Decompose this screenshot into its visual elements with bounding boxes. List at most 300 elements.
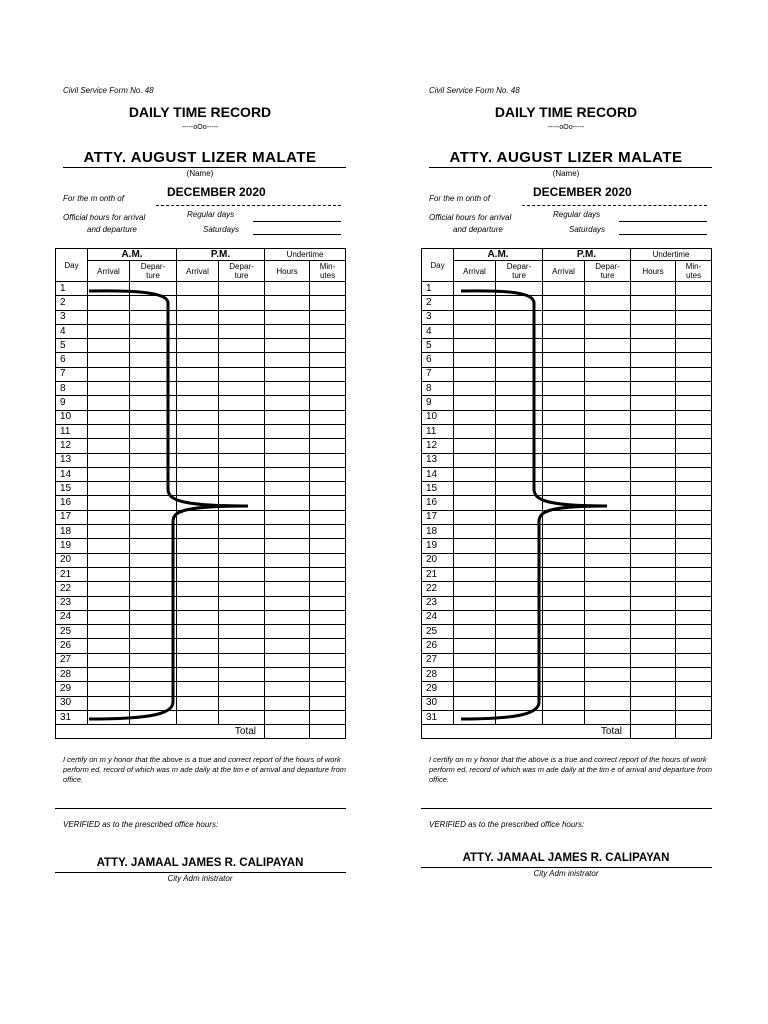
am-departure-cell[interactable]: [130, 668, 177, 682]
pm-departure-cell[interactable]: [585, 539, 631, 553]
am-departure-cell[interactable]: [130, 339, 177, 353]
pm-departure-cell[interactable]: [585, 396, 631, 410]
undertime-minutes-cell[interactable]: [676, 610, 712, 624]
pm-arrival-cell[interactable]: [177, 553, 219, 567]
am-departure-cell[interactable]: [496, 467, 543, 481]
undertime-minutes-cell[interactable]: [676, 696, 712, 710]
pm-departure-cell[interactable]: [585, 324, 631, 338]
undertime-hours-cell[interactable]: [265, 382, 310, 396]
am-departure-cell[interactable]: [496, 353, 543, 367]
undertime-minutes-cell[interactable]: [676, 668, 712, 682]
am-departure-cell[interactable]: [496, 453, 543, 467]
pm-arrival-cell[interactable]: [543, 610, 585, 624]
undertime-hours-cell[interactable]: [631, 396, 676, 410]
am-arrival-cell[interactable]: [88, 353, 130, 367]
pm-departure-cell[interactable]: [219, 525, 265, 539]
undertime-hours-cell[interactable]: [265, 282, 310, 296]
am-departure-cell[interactable]: [130, 453, 177, 467]
am-departure-cell[interactable]: [496, 439, 543, 453]
undertime-minutes-cell[interactable]: [676, 496, 712, 510]
pm-departure-cell[interactable]: [585, 596, 631, 610]
pm-departure-cell[interactable]: [219, 625, 265, 639]
undertime-minutes-cell[interactable]: [310, 339, 346, 353]
pm-arrival-cell[interactable]: [543, 382, 585, 396]
pm-arrival-cell[interactable]: [177, 539, 219, 553]
undertime-minutes-cell[interactable]: [310, 539, 346, 553]
pm-departure-cell[interactable]: [585, 510, 631, 524]
pm-departure-cell[interactable]: [219, 496, 265, 510]
am-arrival-cell[interactable]: [88, 567, 130, 581]
pm-arrival-cell[interactable]: [543, 625, 585, 639]
undertime-hours-cell[interactable]: [631, 467, 676, 481]
undertime-hours-cell[interactable]: [265, 696, 310, 710]
undertime-hours-cell[interactable]: [631, 367, 676, 381]
am-departure-cell[interactable]: [496, 324, 543, 338]
am-departure-cell[interactable]: [496, 553, 543, 567]
pm-arrival-cell[interactable]: [177, 496, 219, 510]
undertime-hours-cell[interactable]: [631, 296, 676, 310]
am-departure-cell[interactable]: [496, 424, 543, 438]
pm-departure-cell[interactable]: [585, 410, 631, 424]
pm-departure-cell[interactable]: [219, 482, 265, 496]
pm-arrival-cell[interactable]: [543, 525, 585, 539]
am-departure-cell[interactable]: [130, 496, 177, 510]
pm-departure-cell[interactable]: [219, 310, 265, 324]
pm-arrival-cell[interactable]: [177, 324, 219, 338]
pm-arrival-cell[interactable]: [543, 410, 585, 424]
pm-departure-cell[interactable]: [219, 596, 265, 610]
am-departure-cell[interactable]: [496, 282, 543, 296]
am-departure-cell[interactable]: [130, 439, 177, 453]
am-departure-cell[interactable]: [130, 525, 177, 539]
undertime-minutes-cell[interactable]: [676, 596, 712, 610]
undertime-minutes-cell[interactable]: [310, 424, 346, 438]
pm-arrival-cell[interactable]: [177, 310, 219, 324]
am-arrival-cell[interactable]: [454, 639, 496, 653]
pm-departure-cell[interactable]: [585, 696, 631, 710]
am-arrival-cell[interactable]: [454, 696, 496, 710]
undertime-minutes-cell[interactable]: [310, 596, 346, 610]
pm-arrival-cell[interactable]: [177, 339, 219, 353]
am-arrival-cell[interactable]: [88, 682, 130, 696]
pm-arrival-cell[interactable]: [543, 282, 585, 296]
am-departure-cell[interactable]: [496, 596, 543, 610]
pm-departure-cell[interactable]: [585, 582, 631, 596]
pm-departure-cell[interactable]: [585, 453, 631, 467]
undertime-hours-cell[interactable]: [265, 668, 310, 682]
am-departure-cell[interactable]: [496, 682, 543, 696]
undertime-minutes-cell[interactable]: [676, 367, 712, 381]
pm-arrival-cell[interactable]: [543, 296, 585, 310]
am-arrival-cell[interactable]: [454, 339, 496, 353]
am-departure-cell[interactable]: [130, 510, 177, 524]
am-arrival-cell[interactable]: [454, 353, 496, 367]
pm-departure-cell[interactable]: [585, 710, 631, 724]
pm-departure-cell[interactable]: [219, 282, 265, 296]
am-arrival-cell[interactable]: [88, 525, 130, 539]
pm-arrival-cell[interactable]: [543, 639, 585, 653]
undertime-hours-cell[interactable]: [265, 610, 310, 624]
am-departure-cell[interactable]: [496, 496, 543, 510]
am-departure-cell[interactable]: [130, 324, 177, 338]
am-departure-cell[interactable]: [130, 653, 177, 667]
undertime-minutes-cell[interactable]: [310, 510, 346, 524]
pm-departure-cell[interactable]: [219, 424, 265, 438]
undertime-hours-cell[interactable]: [631, 282, 676, 296]
pm-arrival-cell[interactable]: [543, 653, 585, 667]
am-departure-cell[interactable]: [496, 710, 543, 724]
undertime-hours-cell[interactable]: [631, 582, 676, 596]
undertime-hours-cell[interactable]: [631, 653, 676, 667]
am-arrival-cell[interactable]: [454, 410, 496, 424]
undertime-minutes-cell[interactable]: [676, 353, 712, 367]
pm-arrival-cell[interactable]: [543, 482, 585, 496]
am-departure-cell[interactable]: [130, 696, 177, 710]
undertime-hours-cell[interactable]: [631, 668, 676, 682]
undertime-minutes-cell[interactable]: [310, 410, 346, 424]
am-departure-cell[interactable]: [130, 282, 177, 296]
pm-departure-cell[interactable]: [219, 453, 265, 467]
pm-arrival-cell[interactable]: [543, 596, 585, 610]
pm-arrival-cell[interactable]: [543, 582, 585, 596]
pm-departure-cell[interactable]: [585, 339, 631, 353]
am-departure-cell[interactable]: [496, 382, 543, 396]
undertime-minutes-cell[interactable]: [310, 567, 346, 581]
undertime-hours-cell[interactable]: [265, 482, 310, 496]
pm-departure-cell[interactable]: [219, 296, 265, 310]
am-arrival-cell[interactable]: [88, 396, 130, 410]
pm-arrival-cell[interactable]: [177, 396, 219, 410]
pm-departure-cell[interactable]: [219, 582, 265, 596]
am-arrival-cell[interactable]: [88, 582, 130, 596]
pm-arrival-cell[interactable]: [543, 367, 585, 381]
am-arrival-cell[interactable]: [454, 567, 496, 581]
pm-departure-cell[interactable]: [585, 296, 631, 310]
undertime-hours-cell[interactable]: [265, 453, 310, 467]
pm-departure-cell[interactable]: [585, 367, 631, 381]
am-arrival-cell[interactable]: [88, 510, 130, 524]
pm-departure-cell[interactable]: [585, 553, 631, 567]
undertime-minutes-cell[interactable]: [310, 639, 346, 653]
am-arrival-cell[interactable]: [88, 382, 130, 396]
am-arrival-cell[interactable]: [454, 710, 496, 724]
am-arrival-cell[interactable]: [88, 482, 130, 496]
undertime-minutes-cell[interactable]: [676, 339, 712, 353]
am-arrival-cell[interactable]: [454, 553, 496, 567]
am-arrival-cell[interactable]: [454, 382, 496, 396]
am-arrival-cell[interactable]: [454, 653, 496, 667]
am-arrival-cell[interactable]: [88, 610, 130, 624]
undertime-minutes-cell[interactable]: [676, 682, 712, 696]
pm-arrival-cell[interactable]: [177, 439, 219, 453]
undertime-minutes-cell[interactable]: [676, 710, 712, 724]
am-departure-cell[interactable]: [496, 525, 543, 539]
undertime-hours-cell[interactable]: [631, 382, 676, 396]
undertime-minutes-cell[interactable]: [310, 496, 346, 510]
am-arrival-cell[interactable]: [88, 439, 130, 453]
am-departure-cell[interactable]: [496, 696, 543, 710]
pm-departure-cell[interactable]: [585, 567, 631, 581]
am-departure-cell[interactable]: [496, 410, 543, 424]
am-arrival-cell[interactable]: [88, 639, 130, 653]
undertime-minutes-cell[interactable]: [676, 324, 712, 338]
pm-arrival-cell[interactable]: [543, 682, 585, 696]
undertime-minutes-cell[interactable]: [310, 610, 346, 624]
undertime-minutes-cell[interactable]: [310, 396, 346, 410]
pm-arrival-cell[interactable]: [177, 610, 219, 624]
undertime-minutes-cell[interactable]: [310, 296, 346, 310]
am-departure-cell[interactable]: [130, 367, 177, 381]
undertime-hours-cell[interactable]: [265, 439, 310, 453]
undertime-hours-cell[interactable]: [631, 453, 676, 467]
am-arrival-cell[interactable]: [88, 296, 130, 310]
undertime-hours-cell[interactable]: [631, 339, 676, 353]
am-arrival-cell[interactable]: [88, 339, 130, 353]
undertime-hours-cell[interactable]: [265, 625, 310, 639]
undertime-minutes-cell[interactable]: [310, 453, 346, 467]
am-departure-cell[interactable]: [496, 367, 543, 381]
pm-departure-cell[interactable]: [219, 439, 265, 453]
am-departure-cell[interactable]: [130, 353, 177, 367]
pm-arrival-cell[interactable]: [543, 467, 585, 481]
undertime-hours-cell[interactable]: [265, 582, 310, 596]
undertime-minutes-cell[interactable]: [676, 439, 712, 453]
pm-departure-cell[interactable]: [585, 525, 631, 539]
am-departure-cell[interactable]: [496, 668, 543, 682]
am-arrival-cell[interactable]: [88, 282, 130, 296]
undertime-minutes-cell[interactable]: [310, 353, 346, 367]
undertime-minutes-cell[interactable]: [310, 439, 346, 453]
pm-departure-cell[interactable]: [219, 353, 265, 367]
am-arrival-cell[interactable]: [454, 610, 496, 624]
pm-arrival-cell[interactable]: [177, 282, 219, 296]
pm-arrival-cell[interactable]: [543, 668, 585, 682]
pm-departure-cell[interactable]: [585, 482, 631, 496]
undertime-hours-cell[interactable]: [631, 439, 676, 453]
am-departure-cell[interactable]: [496, 653, 543, 667]
undertime-hours-cell[interactable]: [265, 396, 310, 410]
pm-departure-cell[interactable]: [585, 310, 631, 324]
undertime-hours-cell[interactable]: [265, 353, 310, 367]
undertime-minutes-cell[interactable]: [310, 525, 346, 539]
am-arrival-cell[interactable]: [454, 310, 496, 324]
undertime-hours-cell[interactable]: [265, 496, 310, 510]
undertime-minutes-cell[interactable]: [310, 710, 346, 724]
am-departure-cell[interactable]: [496, 539, 543, 553]
pm-departure-cell[interactable]: [219, 668, 265, 682]
pm-arrival-cell[interactable]: [177, 639, 219, 653]
undertime-minutes-cell[interactable]: [676, 467, 712, 481]
pm-arrival-cell[interactable]: [177, 582, 219, 596]
pm-departure-cell[interactable]: [219, 324, 265, 338]
pm-departure-cell[interactable]: [219, 539, 265, 553]
pm-departure-cell[interactable]: [585, 439, 631, 453]
pm-departure-cell[interactable]: [585, 496, 631, 510]
am-arrival-cell[interactable]: [454, 596, 496, 610]
undertime-minutes-cell[interactable]: [310, 582, 346, 596]
pm-arrival-cell[interactable]: [177, 467, 219, 481]
pm-arrival-cell[interactable]: [177, 668, 219, 682]
pm-departure-cell[interactable]: [219, 382, 265, 396]
undertime-minutes-cell[interactable]: [310, 668, 346, 682]
undertime-minutes-cell[interactable]: [676, 382, 712, 396]
am-departure-cell[interactable]: [496, 610, 543, 624]
pm-departure-cell[interactable]: [219, 653, 265, 667]
undertime-hours-cell[interactable]: [265, 310, 310, 324]
am-departure-cell[interactable]: [496, 310, 543, 324]
pm-departure-cell[interactable]: [219, 510, 265, 524]
undertime-hours-cell[interactable]: [631, 639, 676, 653]
undertime-hours-cell[interactable]: [265, 410, 310, 424]
am-arrival-cell[interactable]: [88, 310, 130, 324]
undertime-minutes-cell[interactable]: [676, 296, 712, 310]
pm-arrival-cell[interactable]: [543, 539, 585, 553]
pm-arrival-cell[interactable]: [543, 424, 585, 438]
am-departure-cell[interactable]: [496, 296, 543, 310]
pm-departure-cell[interactable]: [585, 382, 631, 396]
undertime-hours-cell[interactable]: [265, 424, 310, 438]
undertime-hours-cell[interactable]: [631, 553, 676, 567]
am-arrival-cell[interactable]: [88, 539, 130, 553]
pm-departure-cell[interactable]: [585, 353, 631, 367]
pm-departure-cell[interactable]: [585, 625, 631, 639]
undertime-minutes-cell[interactable]: [676, 525, 712, 539]
undertime-minutes-cell[interactable]: [676, 639, 712, 653]
am-arrival-cell[interactable]: [454, 439, 496, 453]
am-departure-cell[interactable]: [130, 639, 177, 653]
pm-arrival-cell[interactable]: [543, 396, 585, 410]
undertime-minutes-cell[interactable]: [310, 282, 346, 296]
pm-arrival-cell[interactable]: [543, 496, 585, 510]
pm-arrival-cell[interactable]: [177, 596, 219, 610]
undertime-minutes-cell[interactable]: [676, 310, 712, 324]
pm-arrival-cell[interactable]: [177, 382, 219, 396]
undertime-hours-cell[interactable]: [631, 625, 676, 639]
undertime-minutes-cell[interactable]: [310, 310, 346, 324]
pm-departure-cell[interactable]: [219, 696, 265, 710]
am-departure-cell[interactable]: [130, 610, 177, 624]
pm-departure-cell[interactable]: [585, 653, 631, 667]
pm-departure-cell[interactable]: [585, 610, 631, 624]
pm-arrival-cell[interactable]: [177, 424, 219, 438]
am-arrival-cell[interactable]: [88, 710, 130, 724]
pm-arrival-cell[interactable]: [543, 710, 585, 724]
pm-departure-cell[interactable]: [219, 639, 265, 653]
undertime-hours-cell[interactable]: [265, 367, 310, 381]
pm-arrival-cell[interactable]: [177, 367, 219, 381]
am-arrival-cell[interactable]: [454, 424, 496, 438]
undertime-hours-cell[interactable]: [265, 682, 310, 696]
am-departure-cell[interactable]: [496, 567, 543, 581]
am-arrival-cell[interactable]: [88, 367, 130, 381]
am-departure-cell[interactable]: [496, 639, 543, 653]
pm-arrival-cell[interactable]: [177, 410, 219, 424]
pm-departure-cell[interactable]: [219, 682, 265, 696]
pm-departure-cell[interactable]: [585, 682, 631, 696]
am-departure-cell[interactable]: [130, 424, 177, 438]
undertime-hours-cell[interactable]: [631, 324, 676, 338]
am-arrival-cell[interactable]: [88, 696, 130, 710]
undertime-hours-cell[interactable]: [631, 510, 676, 524]
am-arrival-cell[interactable]: [454, 539, 496, 553]
undertime-hours-cell[interactable]: [265, 467, 310, 481]
pm-departure-cell[interactable]: [219, 339, 265, 353]
am-arrival-cell[interactable]: [454, 296, 496, 310]
pm-departure-cell[interactable]: [219, 610, 265, 624]
pm-arrival-cell[interactable]: [543, 510, 585, 524]
am-arrival-cell[interactable]: [88, 410, 130, 424]
pm-departure-cell[interactable]: [585, 639, 631, 653]
am-departure-cell[interactable]: [496, 482, 543, 496]
undertime-minutes-cell[interactable]: [310, 324, 346, 338]
am-departure-cell[interactable]: [130, 682, 177, 696]
am-departure-cell[interactable]: [496, 582, 543, 596]
undertime-hours-cell[interactable]: [631, 410, 676, 424]
undertime-hours-cell[interactable]: [631, 696, 676, 710]
am-departure-cell[interactable]: [130, 310, 177, 324]
pm-arrival-cell[interactable]: [543, 696, 585, 710]
pm-arrival-cell[interactable]: [543, 439, 585, 453]
am-departure-cell[interactable]: [130, 582, 177, 596]
am-arrival-cell[interactable]: [454, 682, 496, 696]
pm-departure-cell[interactable]: [219, 467, 265, 481]
am-arrival-cell[interactable]: [88, 324, 130, 338]
undertime-hours-cell[interactable]: [265, 510, 310, 524]
undertime-hours-cell[interactable]: [265, 596, 310, 610]
pm-arrival-cell[interactable]: [177, 296, 219, 310]
am-departure-cell[interactable]: [130, 410, 177, 424]
pm-departure-cell[interactable]: [585, 424, 631, 438]
undertime-minutes-cell[interactable]: [676, 582, 712, 596]
undertime-minutes-cell[interactable]: [310, 696, 346, 710]
am-arrival-cell[interactable]: [454, 482, 496, 496]
undertime-hours-cell[interactable]: [265, 296, 310, 310]
pm-arrival-cell[interactable]: [543, 567, 585, 581]
pm-arrival-cell[interactable]: [177, 682, 219, 696]
undertime-hours-cell[interactable]: [265, 567, 310, 581]
pm-arrival-cell[interactable]: [177, 653, 219, 667]
undertime-hours-cell[interactable]: [265, 324, 310, 338]
am-arrival-cell[interactable]: [88, 553, 130, 567]
am-arrival-cell[interactable]: [454, 510, 496, 524]
am-arrival-cell[interactable]: [454, 525, 496, 539]
am-departure-cell[interactable]: [130, 482, 177, 496]
am-arrival-cell[interactable]: [88, 668, 130, 682]
pm-arrival-cell[interactable]: [177, 710, 219, 724]
am-arrival-cell[interactable]: [88, 467, 130, 481]
undertime-hours-cell[interactable]: [631, 539, 676, 553]
am-departure-cell[interactable]: [130, 625, 177, 639]
undertime-minutes-cell[interactable]: [310, 482, 346, 496]
undertime-hours-cell[interactable]: [631, 710, 676, 724]
undertime-hours-cell[interactable]: [631, 525, 676, 539]
undertime-hours-cell[interactable]: [631, 496, 676, 510]
undertime-hours-cell[interactable]: [265, 710, 310, 724]
undertime-minutes-cell[interactable]: [676, 553, 712, 567]
pm-arrival-cell[interactable]: [177, 567, 219, 581]
pm-departure-cell[interactable]: [219, 553, 265, 567]
am-arrival-cell[interactable]: [88, 424, 130, 438]
am-arrival-cell[interactable]: [88, 653, 130, 667]
am-arrival-cell[interactable]: [454, 496, 496, 510]
pm-departure-cell[interactable]: [219, 367, 265, 381]
am-departure-cell[interactable]: [130, 296, 177, 310]
pm-arrival-cell[interactable]: [177, 525, 219, 539]
am-arrival-cell[interactable]: [454, 582, 496, 596]
am-departure-cell[interactable]: [130, 567, 177, 581]
undertime-hours-cell[interactable]: [265, 339, 310, 353]
pm-departure-cell[interactable]: [219, 396, 265, 410]
